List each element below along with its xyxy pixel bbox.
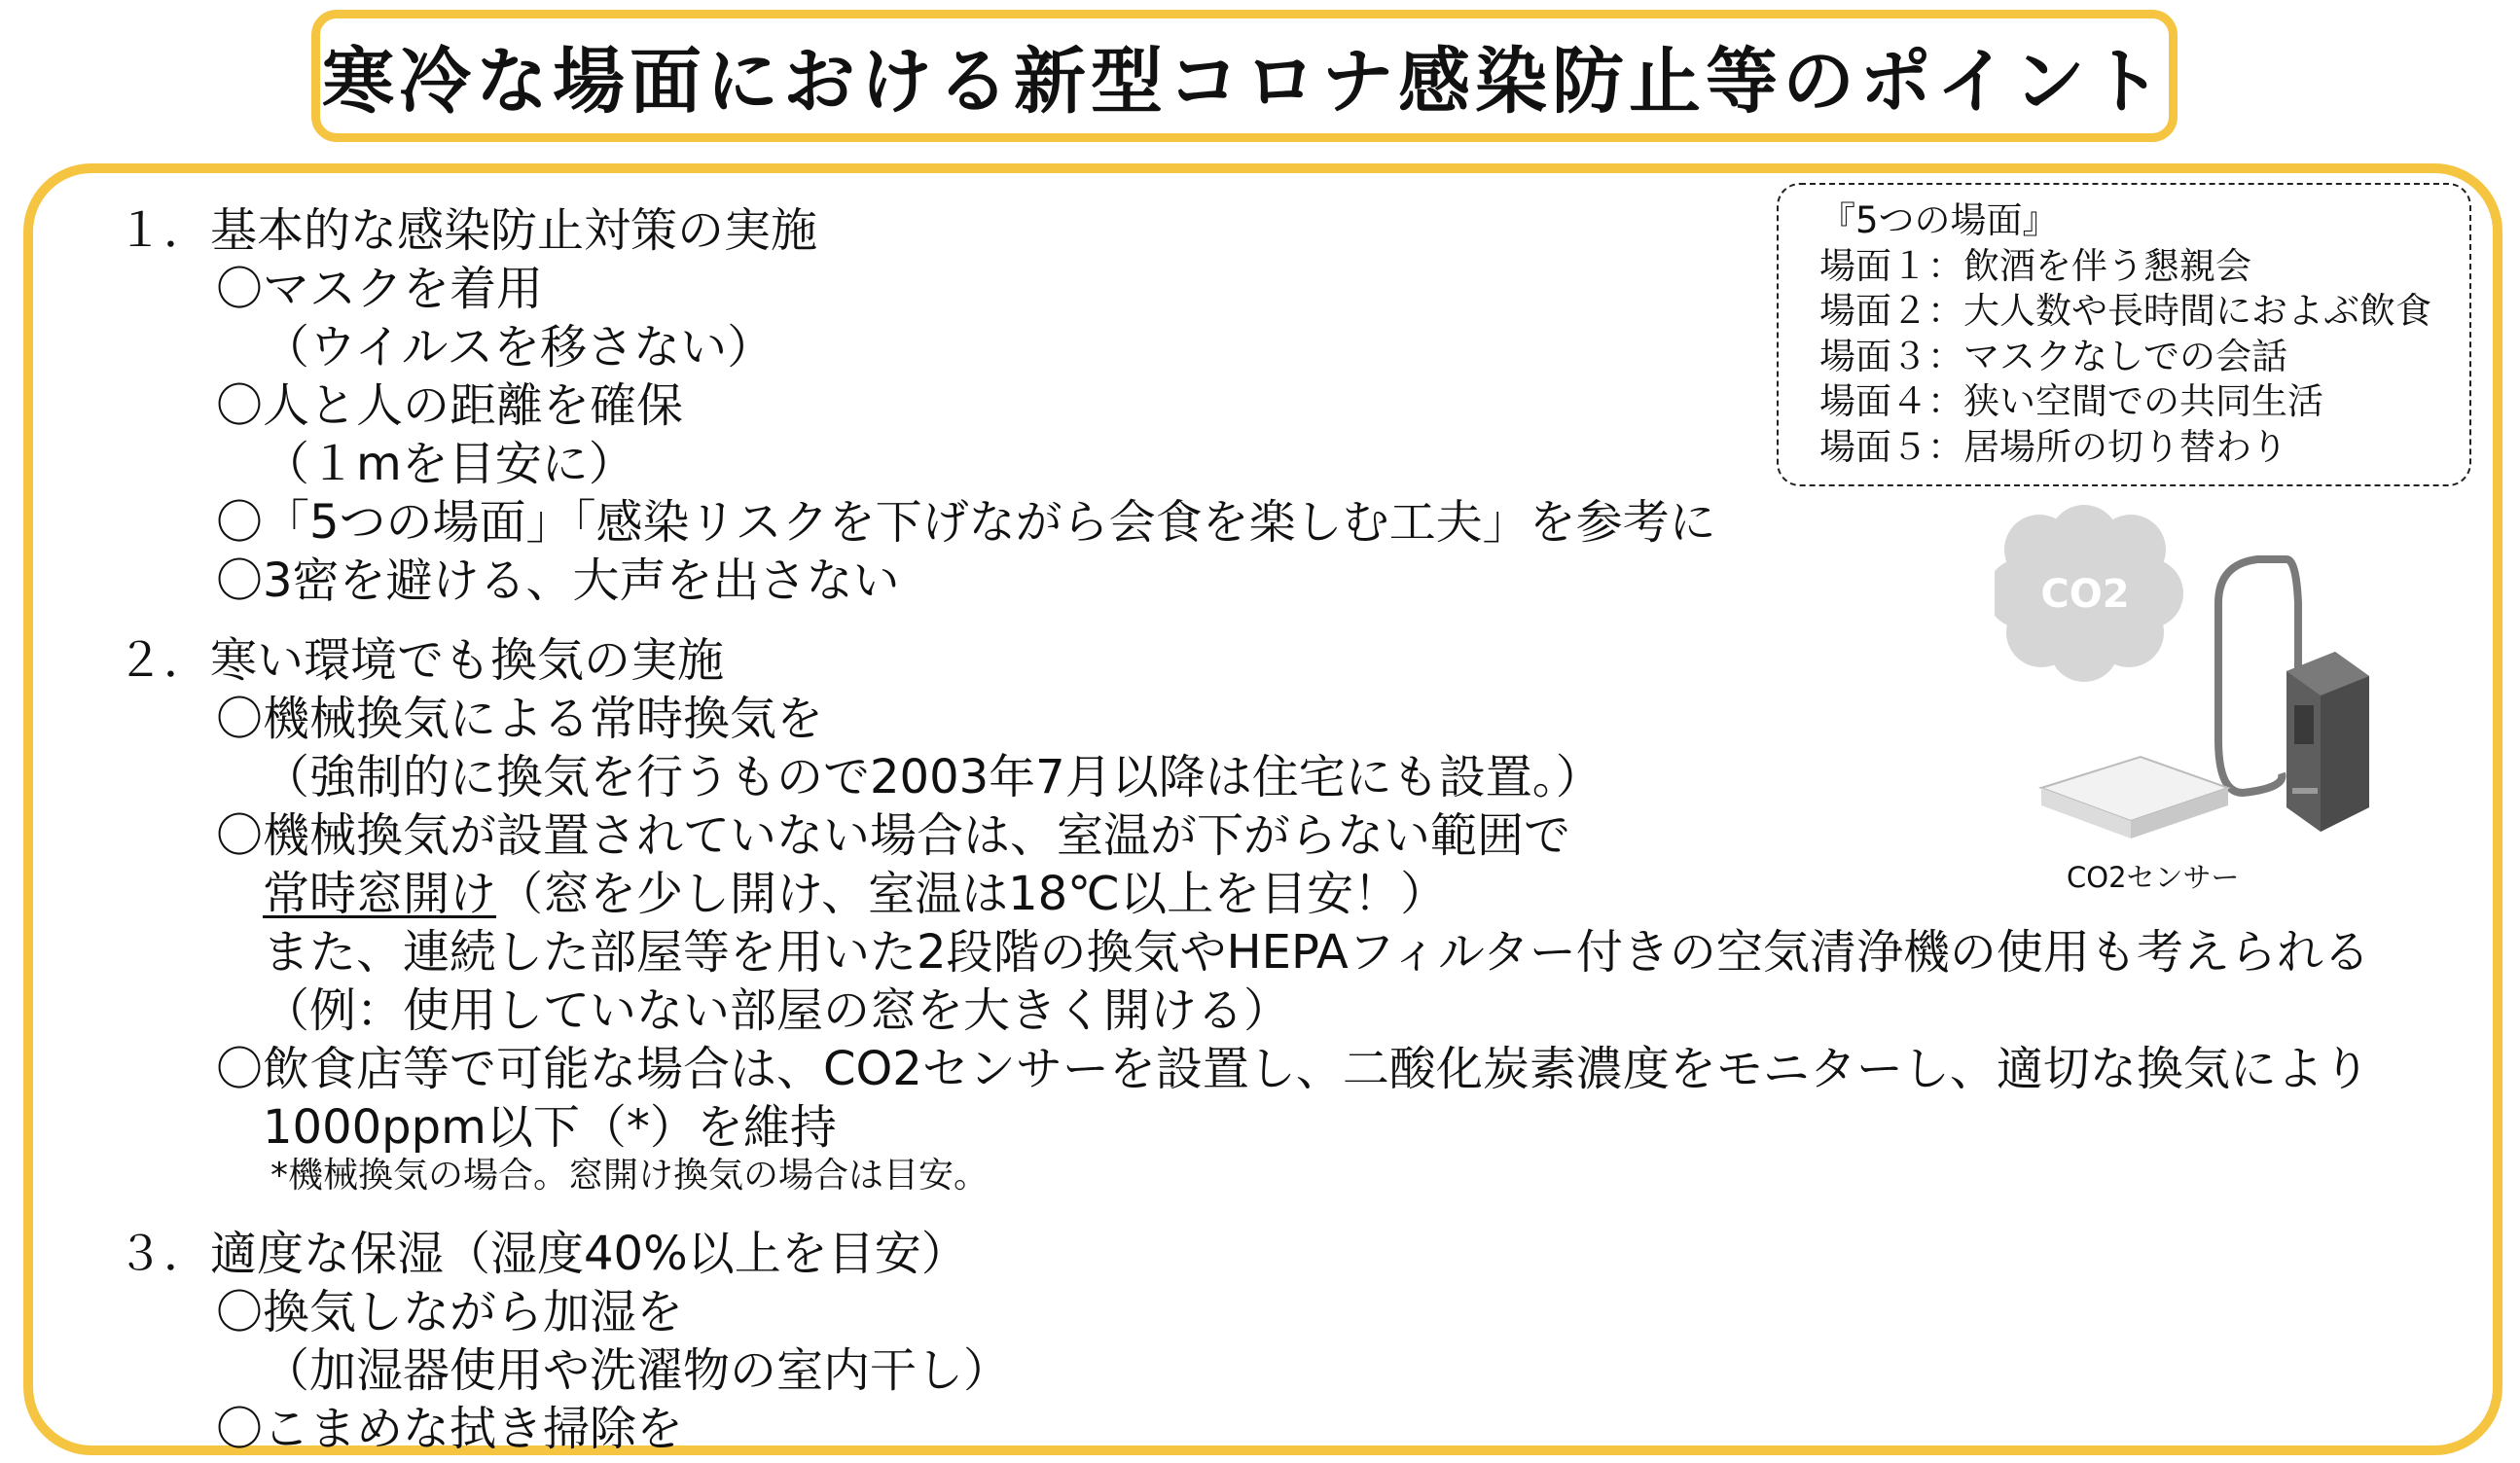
co2-sensor-caption: CO2センサー [2067, 861, 2240, 894]
section-2-heading: ２．寒い環境でも換気の実施 [117, 633, 725, 688]
sensor-cable [2218, 559, 2298, 793]
section-1-line-1: 〇マスクを着用 [216, 262, 544, 316]
sensor-device-icon [2286, 652, 2369, 832]
co2-cloud-text: CO2 [2040, 572, 2130, 617]
section-1-line-3: 〇人と人の距離を確保 [216, 378, 684, 433]
section-2-line-1: 〇機械換気による常時換気を [216, 692, 824, 746]
section-2-line-5: また、連続した部屋等を用いた2段階の換気やHEPAフィルター付きの空気清浄機の使用も考えられる [263, 925, 2370, 980]
section-2-line-6: （例：使用していない部屋の窓を大きく開ける） [263, 983, 1291, 1038]
always-open-window-text: 常時窓開け [263, 867, 497, 921]
scene-item: 場面５：居場所の切り替わり [1819, 425, 2287, 468]
section-1-line-4: （１mを目安に） [263, 437, 635, 491]
section-2-line-3: 〇機械換気が設置されていない場合は、室温が下がらない範囲で [216, 808, 1571, 863]
section-1-line-2: （ウイルスを移さない） [263, 320, 774, 375]
window-temperature-note: （窓を少し開け、室温は18℃以上を目安！） [496, 867, 1448, 921]
section-2-footnote: *機械換気の場合。窓開け換気の場合は目安。 [270, 1156, 990, 1195]
page-title: 寒冷な場面における新型コロナ感染防止等のポイント [311, 10, 2178, 142]
section-2-line-8: 1000ppm以下（*）を維持 [263, 1100, 837, 1155]
section-3-line-2: （加湿器使用や洗濯物の室内干し） [263, 1343, 1011, 1398]
scene-item: 場面４：狭い空間での共同生活 [1819, 380, 2323, 422]
five-scenes-title: 『5つの場面』 [1819, 199, 2059, 241]
co2-sensor-illustration [1995, 496, 2403, 846]
section-3-line-1: 〇換気しながら加湿を [216, 1285, 684, 1339]
section-2-line-2: （強制的に換気を行うもので2003年7月以降は住宅にも設置。） [263, 750, 1602, 804]
section-1-line-6: 〇3密を避ける、大声を出さない [216, 553, 900, 608]
section-2-line-4 [263, 856, 1447, 923]
ventilation-unit-icon [2041, 757, 2228, 839]
scene-item: 場面１：飲酒を伴う懇親会 [1819, 244, 2251, 287]
section-3-line-3: 〇こまめな拭き掃除を [216, 1402, 684, 1456]
scene-item: 場面３：マスクなしでの会話 [1819, 335, 2287, 377]
five-scenes-box [1777, 183, 2471, 486]
section-1-line-5: 〇「5つの場面」「感染リスクを下げながら会食を楽しむ工夫」を参考に [216, 495, 1716, 550]
section-1-heading: １．基本的な感染防止対策の実施 [117, 203, 818, 258]
section-2-line-7: 〇飲食店等で可能な場合は、CO2センサーを設置し、二酸化炭素濃度をモニターし、適切な換気により [216, 1042, 2370, 1096]
section-3-heading: ３．適度な保湿（湿度40%以上を目安） [117, 1227, 968, 1281]
co2-cloud-icon [1995, 505, 2183, 682]
scene-item: 場面２：大人数や長時間におよぶ飲食 [1819, 290, 2431, 332]
